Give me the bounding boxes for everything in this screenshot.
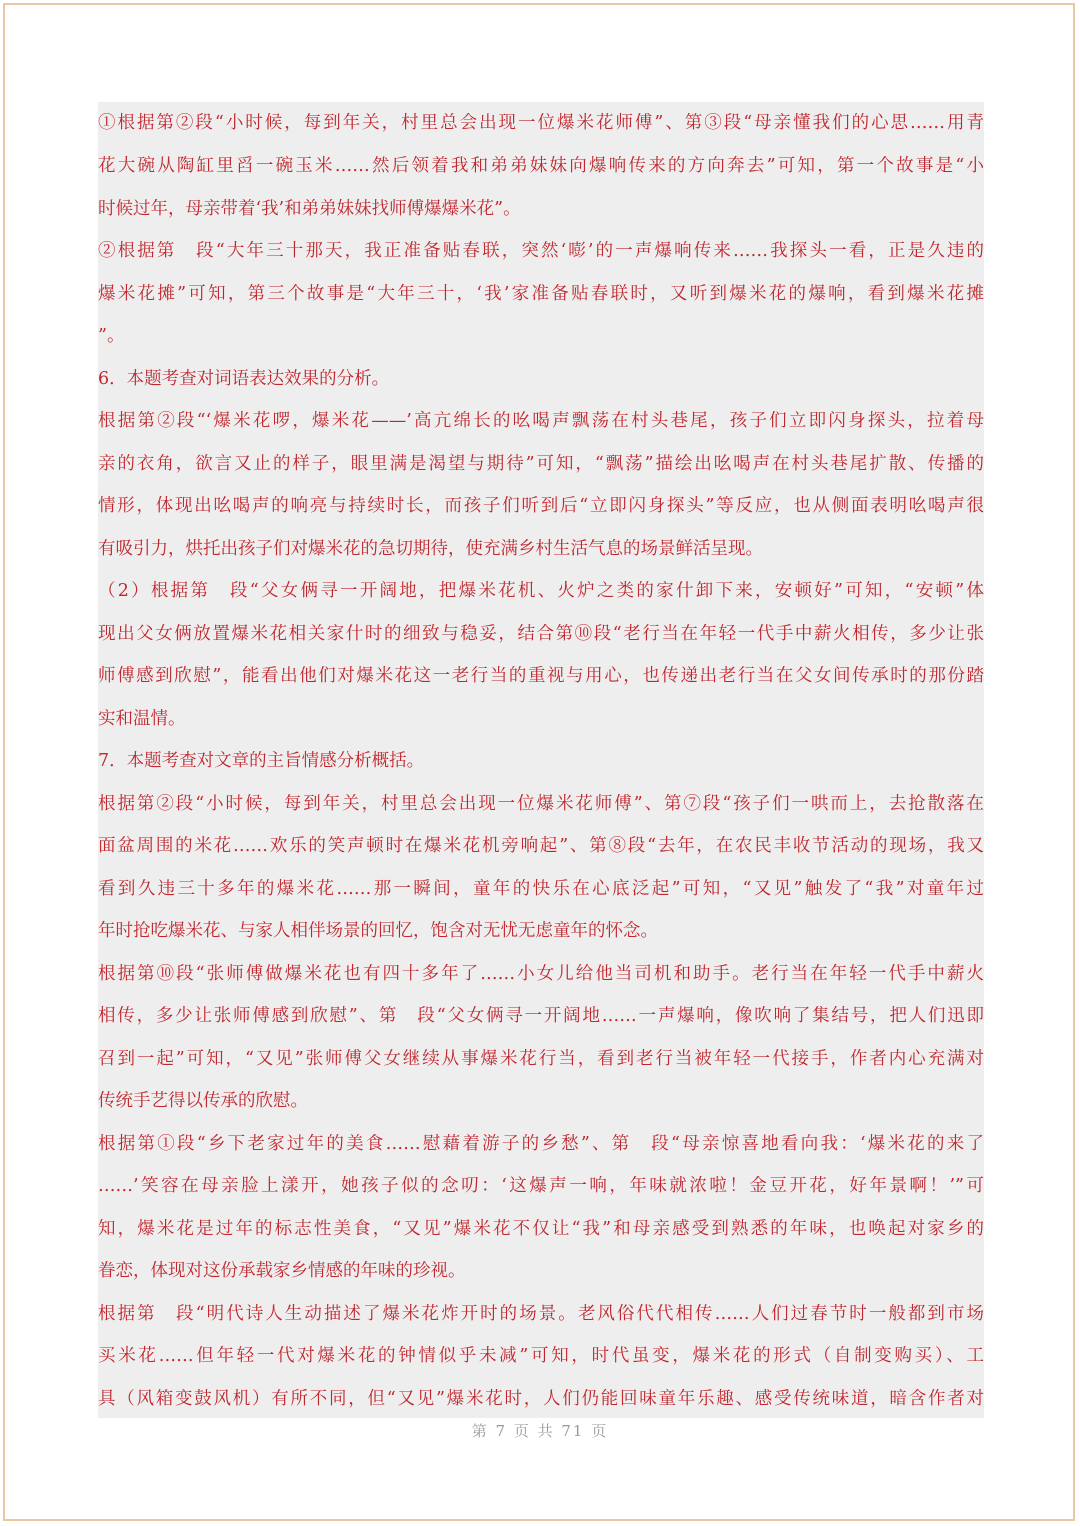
text-line: 亲的衣角，欲言又止的样子，眼里满是渴望与期待”可知，“飘荡”描绘出吆喝声在村头巷尾扩散、传播的 [98, 454, 984, 474]
text-line: ②根据第 段“大年三十那天，我正准备贴春联，突然‘嘭’的一声爆响传来……我探头一看，正是久违的 [98, 241, 984, 261]
text-line: 时候过年，母亲带着‘我’和弟弟妹妹找师傅爆爆米花”。 [98, 199, 521, 219]
text-line: 召到一起”可知，“又见”张师傅父女继续从事爆米花行当，看到老行当被年轻一代接手，作者内心充满对 [98, 1049, 984, 1069]
text-line: 根据第②段“‘爆米花啰，爆米花——’高亢绵长的吆喝声飘荡在村头巷尾，孩子们立即闪身探头，拉着母 [98, 411, 984, 431]
text-line: 相传，多少让张师傅感到欣慰”、第 段“父女俩寻一开阔地……一声爆响，像吹响了集结号，把人们迅即 [98, 1006, 984, 1026]
answer-text-block [98, 102, 984, 1418]
text-line: 传统手艺得以传承的欣慰。 [98, 1091, 308, 1111]
question-heading: 7．本题考查对文章的主旨情感分析概括。 [98, 751, 425, 771]
text-line: 爆米花摊”可知，第三个故事是“大年三十，‘我’家准备贴春联时，又听到爆米花的爆响，看到爆米花摊 [98, 284, 984, 304]
text-line: ”。 [98, 326, 125, 346]
text-line: 根据第⑩段“张师傅做爆米花也有四十多年了……小女儿给他当司机和助手。老行当在年轻一代手中薪火 [98, 964, 984, 984]
text-line: 现出父女俩放置爆米花相关家什时的细致与稳妥，结合第⑩段“老行当在年轻一代手中薪火相传，多少让张 [98, 624, 984, 644]
text-line: 买米花……但年轻一代对爆米花的钟情似乎未减”可知，时代虽变，爆米花的形式（自制变购买）、工 [98, 1346, 984, 1366]
text-line: 年时抢吃爆米花、与家人相伴场景的回忆，饱含对无忧无虑童年的怀念。 [98, 921, 658, 941]
text-line: 眷恋，体现对这份承载家乡情感的年味的珍视。 [98, 1261, 466, 1281]
page-number: 第 7 页 共 71 页 [471, 1422, 609, 1440]
text-line: 花大碗从陶缸里舀一碗玉米……然后领着我和弟弟妹妹向爆响传来的方向奔去”可知，第一个故事是“小 [98, 156, 984, 176]
text-line: 根据第②段“小时候，每到年关，村里总会出现一位爆米花师傅”、第⑦段“孩子们一哄而上，去抢散落在 [98, 794, 984, 814]
text-line: （2）根据第 段“父女俩寻一开阔地，把爆米花机、火炉之类的家什卸下来，安顿好”可知，“安顿”体 [98, 581, 984, 601]
question-heading: 6．本题考查对词语表达效果的分析。 [98, 369, 390, 389]
text-line: 根据第①段“乡下老家过年的美食……慰藉着游子的乡愁”、第 段“母亲惊喜地看向我：‘爆米花的来了 [98, 1134, 984, 1154]
text-line: 情形，体现出吆喝声的响亮与持续时长，而孩子们听到后“立即闪身探头”等反应，也从侧面表明吆喝声很 [98, 496, 984, 516]
text-line: 根据第 段“明代诗人生动描述了爆米花炸开时的场景。老风俗代代相传……人们过春节时一般都到市场 [98, 1304, 984, 1324]
text-line: ①根据第②段“小时候，每到年关，村里总会出现一位爆米花师傅”、第③段“母亲懂我们的心思……用青 [98, 113, 984, 133]
text-line: 实和温情。 [98, 709, 186, 729]
text-line: 具（风箱变鼓风机）有所不同，但“又见”爆米花时，人们仍能回味童年乐趣、感受传统味道，暗含作者对 [98, 1389, 984, 1409]
text-line: 看到久违三十多年的爆米花……那一瞬间，童年的快乐在心底泛起”可知，“又见”触发了“我”对童年过 [98, 879, 984, 899]
text-line: ……’笑容在母亲脸上漾开，她孩子似的念叨：‘这爆声一响，年味就浓啦！金豆开花，好年景啊！’”可 [98, 1176, 984, 1196]
text-line: 面盆周围的米花……欢乐的笑声顿时在爆米花机旁响起”、第⑧段“去年，在农民丰收节活动的现场，我又 [98, 836, 984, 856]
text-line: 师傅感到欣慰”，能看出他们对爆米花这一老行当的重视与用心，也传递出老行当在父女间传承时的那份踏 [98, 666, 984, 686]
text-line: 知，爆米花是过年的标志性美食，“又见”爆米花不仅让“我”和母亲感受到熟悉的年味，也唤起对家乡的 [98, 1219, 984, 1239]
text-line: 有吸引力，烘托出孩子们对爆米花的急切期待，使充满乡村生活气息的场景鲜活呈现。 [98, 539, 763, 559]
